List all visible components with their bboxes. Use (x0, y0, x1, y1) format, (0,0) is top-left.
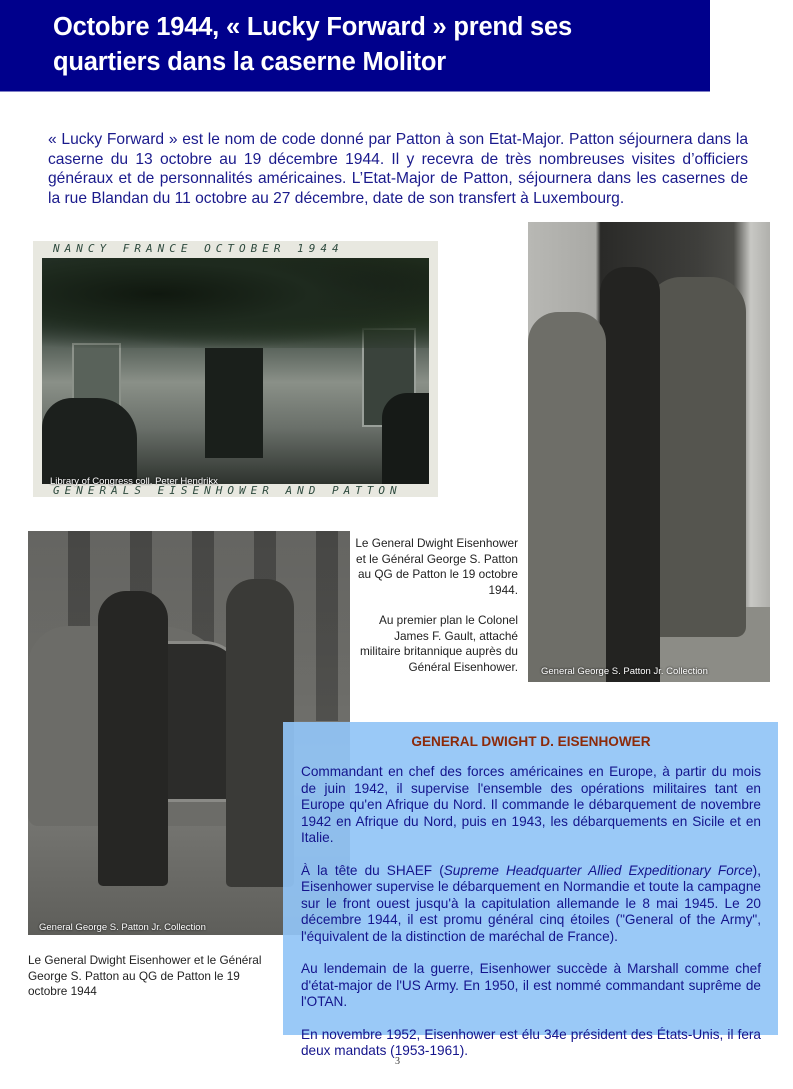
photo-handwriting-top: NANCY FRANCE OCTOBER 1944 (53, 242, 344, 255)
bio-p2-italic: Supreme Headquarter Allied Expeditionary Force (443, 862, 753, 878)
title-line-2: quartiers dans la caserne Molitor (53, 48, 447, 76)
eisenhower-bio-box (283, 722, 778, 1058)
photo-tree-foliage (42, 258, 429, 348)
title-line-1: Octobre 1944, « Lucky Forward » prend ses (53, 13, 573, 41)
bio-title: GENERAL DWIGHT D. EISENHOWER (411, 734, 651, 749)
page-number: 3 (395, 1056, 400, 1067)
photo-figure-patton (646, 277, 746, 637)
photo-figure-eisenhower (98, 591, 168, 886)
bio-paragraph-4: En novembre 1952, Eisenhower est élu 34e président des États-Unis, il fera deux mandats (1953-1961). (301, 1026, 761, 1058)
photo-scene (42, 258, 429, 484)
page-title (53, 10, 572, 80)
photo-handwriting-bottom: GENERALS EISENHOWER AND PATTON (53, 484, 402, 497)
caption-right-paragraph-1: Le General Dwight Eisenhower et le Général George S. Patton au QG de Patton le 19 octobre 1944. (355, 536, 518, 597)
intro-paragraph: « Lucky Forward » est le nom de code donné par Patton à son Etat-Major. Patton séjournera dans la caserne du 13 octobre au 19 décembre 1944. Il y recevra de très nombreuses visites d’officiers généraux et de personnalités américaines. L’Etat-Major de Patton, séjournera dans les casernes de la rue Blandan du 11 octobre au 27 décembre, date de son transfert à Luxembourg. (48, 131, 748, 207)
caption-right (352, 536, 518, 690)
photo-credit: General George S. Patton Jr. Collection (39, 922, 206, 933)
bio-p2-start: À la tête du SHAEF ( (301, 862, 444, 878)
photo-figure-eisenhower (600, 267, 660, 682)
title-banner (0, 0, 710, 92)
photo-car-left (42, 398, 137, 484)
bio-paragraph-3: Au lendemain de la guerre, Eisenhower succède à Marshall comme chef d'état-major de l'US Army. En 1950, il est nommé commandant suprême de l'OTAN. (301, 961, 761, 1009)
bio-paragraph-1: Commandant en chef des forces américaines en Europe, à partir du mois de juin 1942, il supervise l'ensemble des opérations militaires tant en Europe qu'en Afrique du Nord. Il commande le débarquement de novembre 1942 en Afrique du Nord, puis en 1943, les débarquements en Sicile et en Italie. (301, 764, 761, 845)
photo-figure-gault (528, 312, 606, 682)
photo-credit: General George S. Patton Jr. Collection (541, 666, 708, 677)
photo-credit: Library of Congress coll. Peter Hendrikx (50, 476, 218, 487)
caption-bottom: Le General Dwight Eisenhower et le Général George S. Patton au QG de Patton le 19 octobre 1944 (28, 953, 262, 998)
photo-car-right (382, 393, 429, 484)
bio-paragraph-2 (301, 863, 761, 946)
caption-right-paragraph-2: Au premier plan le Colonel James F. Gault, attaché militaire britannique auprès du Général Eisenhower. (359, 613, 518, 674)
photo-doorway-generals (528, 222, 770, 682)
photo-doorway (205, 348, 263, 458)
bio-p2-end: ), Eisenhower supervise le débarquement en Normandie et toute la campagne sur le front ouest jusqu'à la capitulation allemande le 8 mai 1945. Le 20 décembre 1944, il est promu général cinq étoiles ("General of the Army", l'équivalent de la distinction de maréchal de France). (301, 862, 761, 944)
photo-nancy-france (33, 241, 438, 497)
